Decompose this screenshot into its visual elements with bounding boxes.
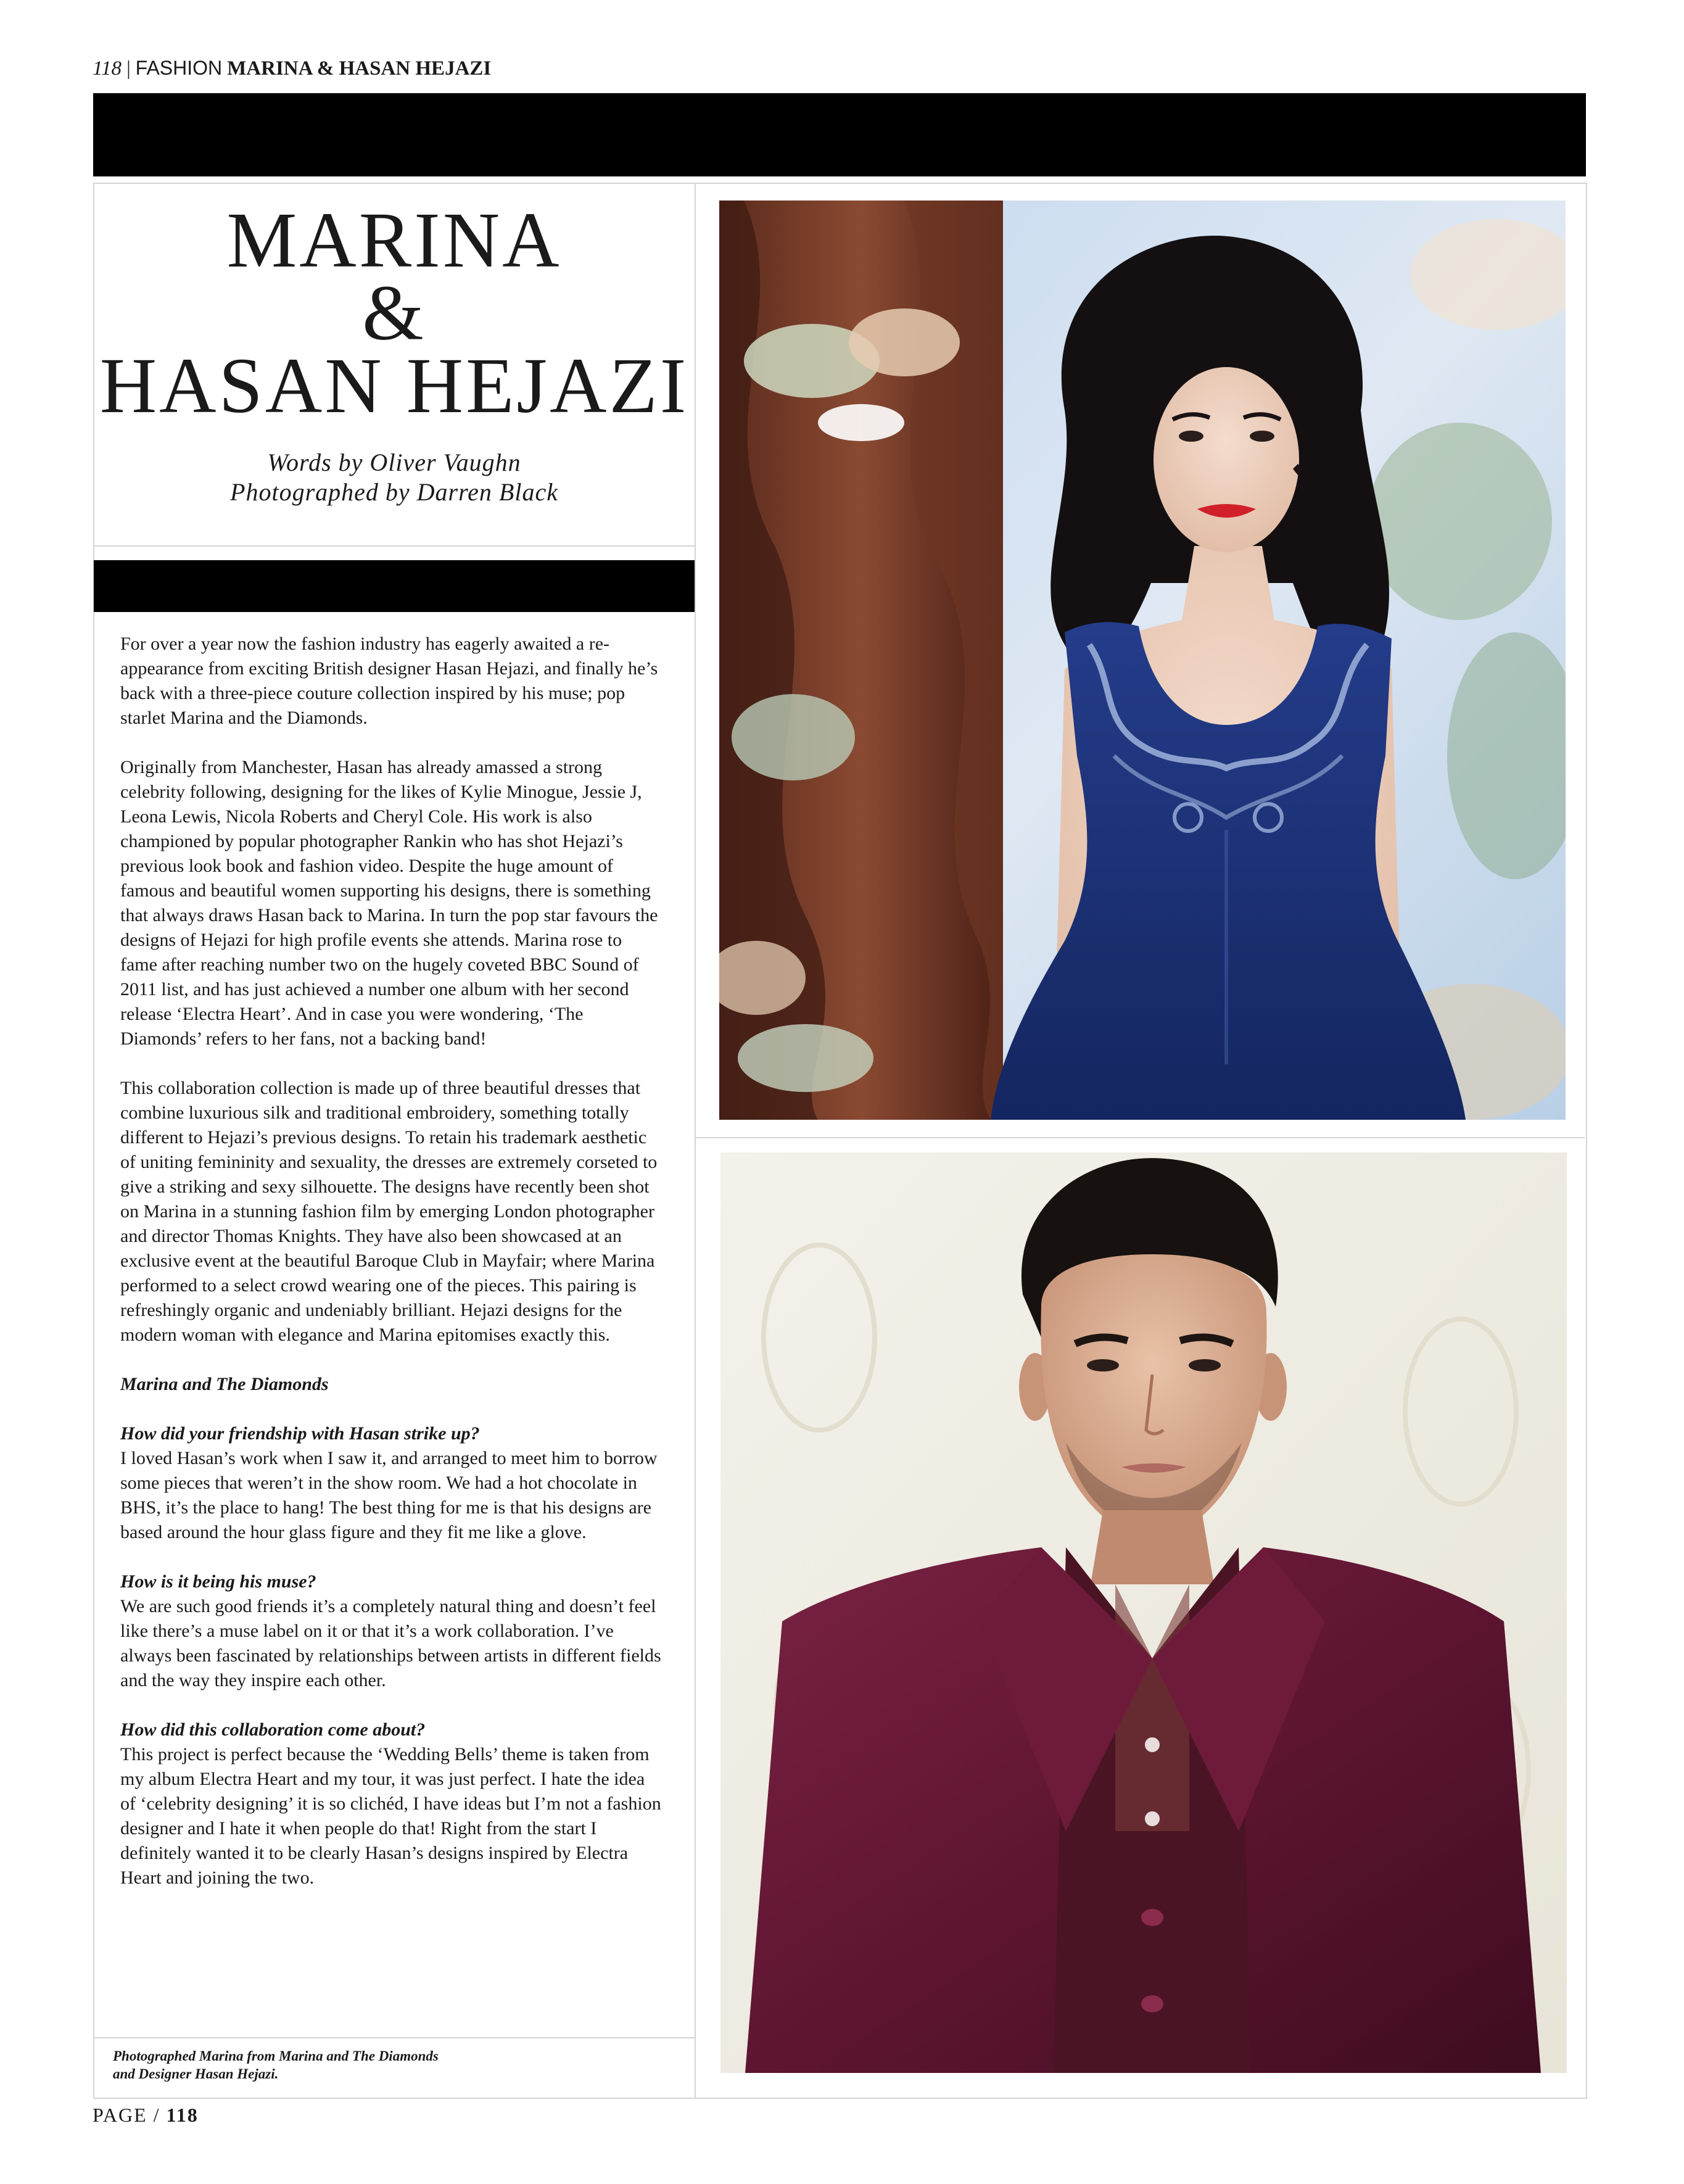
title-line-3: HASAN HEJAZI	[99, 342, 689, 429]
header-page-number: 118	[93, 57, 122, 80]
photo-divider	[696, 1137, 1585, 1138]
running-header	[93, 54, 491, 81]
caption-line-2: and Designer Hasan Hejazi.	[113, 2066, 279, 2082]
interview-answer: We are such good friends it’s a completely natural thing and doesn’t feel like there’s a muse label on it or that it’s a work collaboration. I’ve always been fascinated by relationships between artists in different fields and the way they inspire each other.	[120, 1596, 661, 1690]
interview-answer: I loved Hasan’s work when I saw it, and arranged to meet him to borrow some pieces that weren’t in the show room. We had a hot chocolate in BHS, it’s the place to hang! The best thing for me is that his designs are based around the hour glass figure and they fit me like a glove.	[120, 1448, 658, 1542]
interview-heading: Marina and The Diamonds	[120, 1374, 329, 1394]
paragraph: This collaboration collection is made up of three beautiful dresses that combine luxurious silk and traditional embroidery, something totally different to Hejazi’s previous designs. To retain his trademark aesthetic of uniting femininity and sexuality, the dresses are extremely corseted to give a striking and sexy silhouette. The designs have recently been shot on Marina in a stunning fashion film by emerging London photographer and director Thomas Knights. They have also been showcased at an exclusive event at the beautiful Baroque Club in Mayfair; where Marina performed to a select crowd wearing one of the pieces. This pairing is refreshingly organic and undeniably brilliant. Hejazi designs for the modern woman with elegance and Marina epitomises exactly this.	[120, 1078, 658, 1345]
title-divider	[94, 545, 695, 547]
caption-line-1: Photographed Marina from Marina and The Diamonds	[113, 2048, 439, 2064]
title-line-2: &	[362, 269, 426, 357]
caption-divider	[94, 2037, 695, 2038]
black-band	[94, 560, 695, 612]
photo-caption	[113, 2047, 656, 2083]
page-footer	[93, 2104, 199, 2127]
photographed-by: Photographed by Darren Black	[230, 478, 558, 506]
interview-question: How did your friendship with Hasan strike up?	[120, 1423, 480, 1444]
interview-question: How is it being his muse?	[120, 1571, 316, 1592]
title-line-1: MARINA	[226, 196, 562, 284]
paragraph: Originally from Manchester, Hasan has already amassed a strong celebrity following, designing for the likes of Kylie Minogue, Jessie J, Leona Lewis, Nicola Roberts and Cheryl Cole. His work is also championed by popular photographer Rankin who has shot Hejazi’s previous look book and fashion video. Despite the huge amount of famous and beautiful women supporting his designs, there is something that always draws Hasan back to Marina. In turn the pop star favours the designs of Hejazi for high profile events she attends. Marina rose to fame after reaching number two on the hugely coveted BBC Sound of 2011 list, and has just achieved a number one album with her second release ‘Electra Heart’. And in case you were wondering, ‘The Diamonds’ refers to her fans, not a backing band!	[120, 757, 658, 1049]
interview-answer: This project is perfect because the ‘Wedding Bells’ theme is taken from my album Electra Heart and my tour, it was just perfect. I hate the idea of ‘celebrity designing’ it is so clichéd, I have ideas but I’m not a fashion designer and I hate it when people do that! Right from the start I definitely wanted it to be clearly Hasan’s designs inspired by Electra Heart and joining the two.	[120, 1744, 661, 1888]
paragraph: For over a year now the fashion industry has eagerly awaited a re-appearance from exciting British designer Hasan Hejazi, and finally he’s back with a three-piece couture collection inspired by his muse; pop starlet Marina and the Diamonds.	[120, 634, 658, 728]
header-subject: MARINA & HASAN HEJAZI	[227, 57, 492, 80]
header-separator: |	[126, 57, 131, 80]
top-black-banner	[93, 93, 1586, 176]
footer-label: PAGE /	[93, 2104, 160, 2126]
marina-photo	[719, 201, 1566, 1120]
header-section: FASHION	[135, 57, 223, 79]
footer-page-number: 118	[166, 2104, 199, 2126]
hasan-photo	[720, 1152, 1567, 2073]
article-body	[120, 632, 663, 1915]
article-title	[93, 196, 695, 429]
words-by: Words by Oliver Vaughn	[267, 449, 521, 476]
interview-question: How did this collaboration come about?	[120, 1719, 426, 1740]
article-credits	[93, 448, 695, 507]
